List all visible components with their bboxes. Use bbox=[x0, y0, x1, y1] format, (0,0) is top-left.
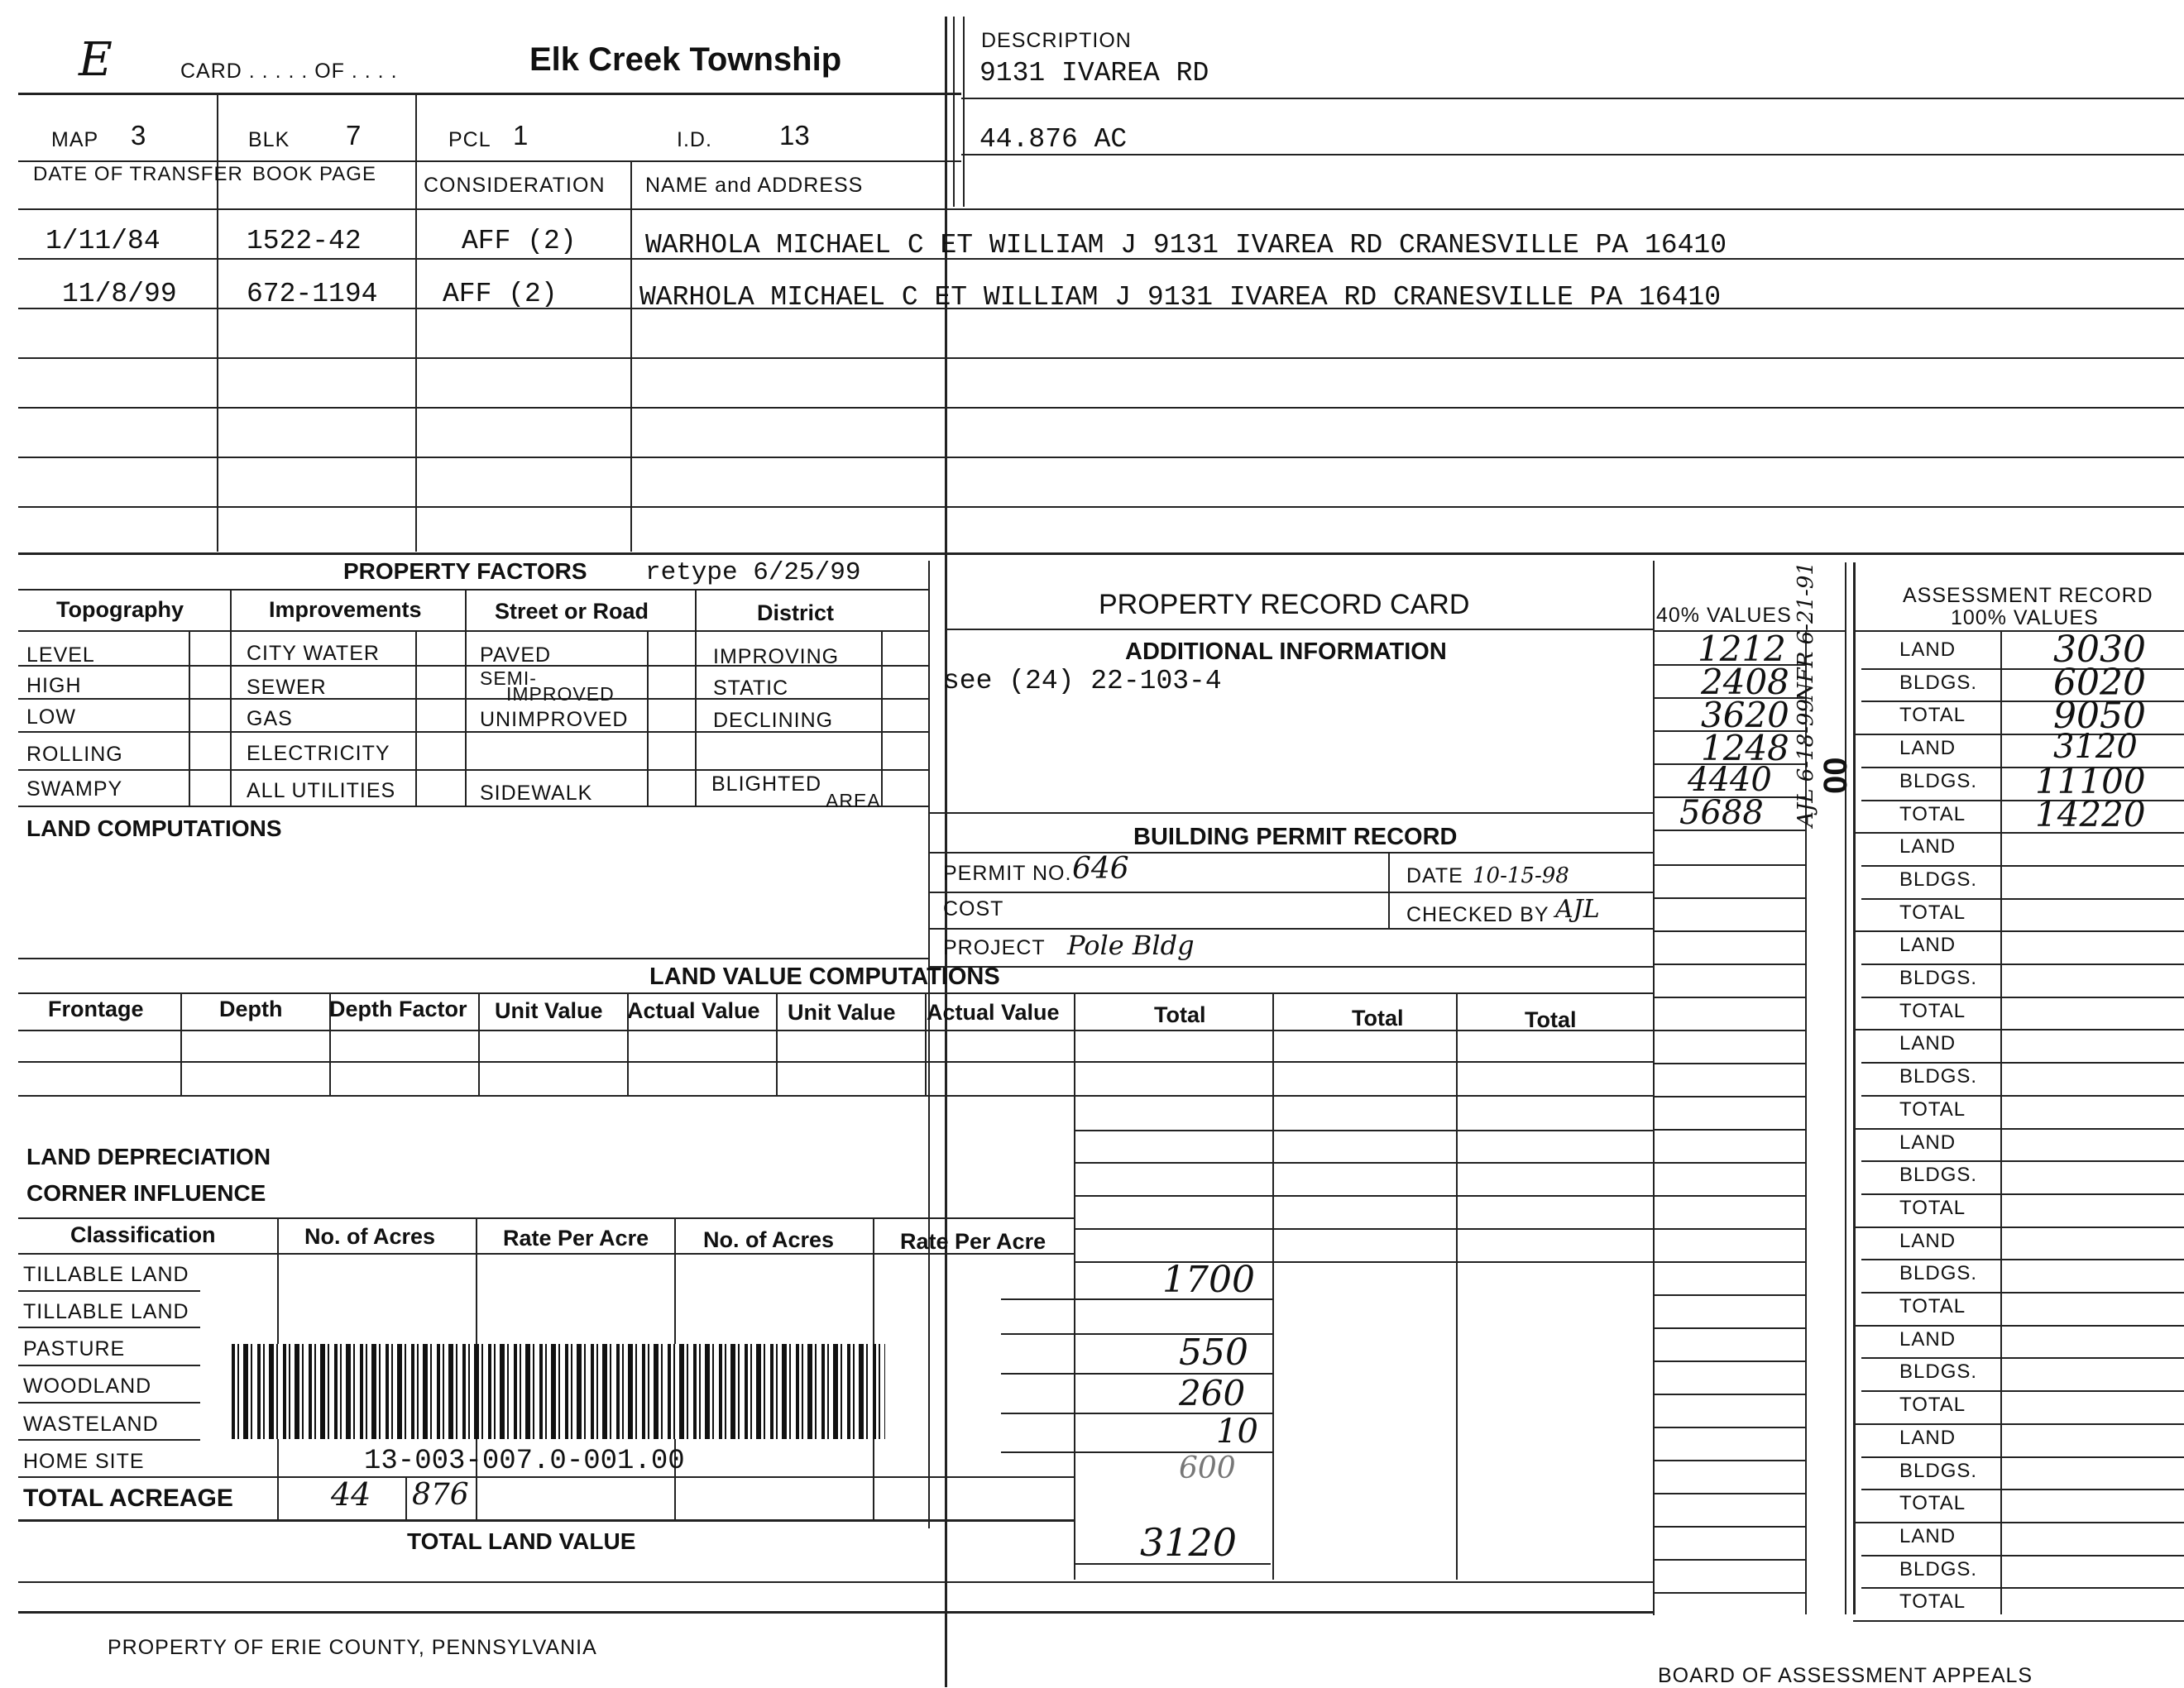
street-improved: IMPROVED bbox=[506, 683, 615, 705]
lv-header-depth: Depth bbox=[219, 997, 283, 1021]
rule bbox=[1861, 1095, 2184, 1097]
rule bbox=[1853, 562, 1856, 1614]
rule bbox=[627, 992, 629, 1095]
assessment-row-label: TOTAL bbox=[1899, 1197, 1966, 1219]
assessment-land-1: 3030 bbox=[2053, 629, 2146, 671]
rule bbox=[1653, 1294, 1805, 1296]
rule bbox=[1653, 1327, 1805, 1329]
rule bbox=[1074, 1563, 1271, 1565]
rule bbox=[953, 17, 955, 207]
lv-header-total-1: Total bbox=[1154, 1002, 1206, 1027]
rule bbox=[695, 589, 697, 806]
district-declining: DECLINING bbox=[713, 709, 834, 732]
rule bbox=[1653, 763, 1805, 765]
header-topography: Topography bbox=[56, 597, 184, 622]
total-acreage-label: TOTAL ACREAGE bbox=[23, 1485, 233, 1512]
land-computations-label: LAND COMPUTATIONS bbox=[26, 815, 282, 841]
description-label: DESCRIPTION bbox=[981, 29, 1132, 52]
assessment-row-label: TOTAL bbox=[1899, 1394, 1966, 1416]
rule bbox=[1272, 992, 1274, 1580]
assessment-row-label: BLDGS. bbox=[1899, 1065, 1978, 1088]
rule bbox=[18, 769, 928, 771]
additional-info-label: ADDITIONAL INFORMATION bbox=[1125, 638, 1447, 665]
rule bbox=[415, 93, 417, 552]
pcl-value: 1 bbox=[513, 120, 529, 151]
barcode-number: 13-003-007.0-001.00 bbox=[364, 1446, 685, 1477]
rule bbox=[465, 589, 467, 806]
assessment-row-label: BLDGS. bbox=[1899, 672, 1978, 694]
transfer-book: 1522-42 bbox=[247, 226, 362, 256]
rule bbox=[189, 630, 190, 806]
street-unimproved: UNIMPROVED bbox=[480, 708, 629, 731]
rule bbox=[18, 1365, 200, 1366]
assessment-row-label: BLDGS. bbox=[1899, 1360, 1978, 1383]
rule bbox=[1653, 1063, 1805, 1064]
id-label: I.D. bbox=[677, 128, 712, 151]
rule bbox=[1074, 1162, 1653, 1164]
topography-level: LEVEL bbox=[26, 643, 95, 667]
topography-high: HIGH bbox=[26, 674, 82, 697]
rule bbox=[945, 629, 1653, 630]
class-home-site: HOME SITE bbox=[23, 1450, 145, 1473]
rule bbox=[1653, 1526, 1805, 1528]
header-improvements: Improvements bbox=[269, 597, 422, 622]
blk-value: 7 bbox=[346, 120, 362, 151]
assessment-row-label: TOTAL bbox=[1899, 1098, 1966, 1121]
rule bbox=[1861, 865, 2184, 867]
assessment-row-label: TOTAL bbox=[1899, 1295, 1966, 1317]
total-land-value-label: TOTAL LAND VALUE bbox=[407, 1528, 636, 1554]
project-value: Pole Bldg bbox=[1067, 930, 1195, 961]
values40-marker: 00 bbox=[1818, 757, 1854, 794]
rule bbox=[18, 630, 928, 632]
value40-1: 1212 bbox=[1698, 629, 1786, 669]
rule bbox=[18, 1402, 200, 1403]
rule bbox=[1853, 1128, 2184, 1130]
rule bbox=[1653, 1394, 1805, 1395]
assessment-row-label: LAND bbox=[1899, 835, 1956, 858]
rule bbox=[961, 154, 2184, 155]
land-depreciation-label: LAND DEPRECIATION bbox=[26, 1144, 271, 1169]
rule bbox=[1653, 1030, 1805, 1031]
rule bbox=[18, 457, 2184, 458]
rule bbox=[18, 1095, 1653, 1097]
header-book-page: BOOK PAGE bbox=[252, 163, 376, 185]
assessment-total-1: 9050 bbox=[2053, 695, 2146, 737]
rule bbox=[961, 98, 2184, 99]
lv-header-frontage: Frontage bbox=[48, 997, 144, 1021]
district-static: STATIC bbox=[713, 677, 789, 700]
lv-header-actual-value: Actual Value bbox=[627, 998, 760, 1023]
rule bbox=[1653, 1592, 1805, 1594]
rule bbox=[415, 630, 417, 806]
rule bbox=[18, 506, 2184, 508]
additional-info-value: see (24) 22-103-4 bbox=[943, 666, 1222, 696]
total-acreage-dec: 876 bbox=[412, 1478, 469, 1512]
rule bbox=[1653, 1261, 1805, 1263]
rule bbox=[18, 1439, 200, 1441]
rule bbox=[217, 93, 218, 552]
assessment-row-label: TOTAL bbox=[1899, 1000, 1966, 1022]
permit-no-label: PERMIT NO. bbox=[943, 862, 1072, 885]
assessment-row-label: LAND bbox=[1899, 1131, 1956, 1154]
rule bbox=[1861, 1555, 2184, 1556]
rule bbox=[1861, 1292, 2184, 1293]
rule bbox=[180, 992, 182, 1095]
rule bbox=[18, 698, 928, 700]
assessment-total-2: 14220 bbox=[2035, 794, 2146, 834]
property-record-card-title: PROPERTY RECORD CARD bbox=[1099, 589, 1470, 620]
assessment-row-label: TOTAL bbox=[1899, 704, 1966, 726]
project-label: PROJECT bbox=[943, 936, 1046, 959]
rule bbox=[928, 892, 1653, 893]
improvement-all-utilities: ALL UTILITIES bbox=[247, 779, 396, 802]
rule bbox=[18, 1611, 1653, 1614]
rule bbox=[1653, 1559, 1805, 1561]
rule bbox=[1388, 852, 1390, 928]
class-tillable-land-2: TILLABLE LAND bbox=[23, 1300, 189, 1323]
permit-date-label: DATE bbox=[1406, 864, 1463, 887]
assessment-row-label: LAND bbox=[1899, 1427, 1956, 1449]
values40-title: 40% VALUES bbox=[1656, 604, 1792, 627]
barcode bbox=[232, 1344, 885, 1439]
value40-2: 2408 bbox=[1701, 662, 1789, 702]
lv-header-actual-value-2: Actual Value bbox=[927, 1000, 1060, 1025]
header-date-of-transfer: DATE OF TRANSFER bbox=[33, 163, 243, 185]
assessment-bldgs-1: 6020 bbox=[2053, 662, 2146, 704]
rule bbox=[1653, 1162, 1805, 1164]
rule bbox=[230, 589, 232, 806]
total-woodland: 260 bbox=[1179, 1373, 1246, 1413]
rule bbox=[1853, 1227, 2184, 1228]
assessment-row-label: BLDGS. bbox=[1899, 1460, 1978, 1482]
rule bbox=[1456, 992, 1458, 1580]
rule bbox=[1861, 1357, 2184, 1359]
rule bbox=[1853, 1029, 2184, 1030]
header-district: District bbox=[757, 600, 835, 625]
card-mark: E bbox=[79, 33, 113, 87]
rule bbox=[925, 992, 927, 1095]
rule bbox=[928, 928, 1653, 930]
topography-swampy: SWAMPY bbox=[26, 777, 123, 801]
rule bbox=[963, 17, 965, 207]
pcl-label: PCL bbox=[448, 128, 491, 151]
rule bbox=[928, 966, 1653, 968]
rule bbox=[18, 93, 961, 95]
class-header-rate-1: Rate Per Acre bbox=[503, 1226, 649, 1250]
map-value: 3 bbox=[131, 120, 146, 151]
total-home-site: 600 bbox=[1179, 1451, 1236, 1485]
values40-note-2: AJL 6-18-99 bbox=[1794, 698, 1818, 827]
rule bbox=[1653, 664, 1805, 666]
header-name-address: NAME and ADDRESS bbox=[645, 174, 864, 197]
transfer-date: 11/8/99 bbox=[62, 279, 177, 309]
assessment-row-label: BLDGS. bbox=[1899, 1164, 1978, 1186]
rule bbox=[1653, 1096, 1805, 1097]
lv-header-unit-value: Unit Value bbox=[495, 998, 603, 1023]
rule bbox=[1861, 898, 2184, 900]
rule bbox=[928, 561, 930, 1528]
rule bbox=[928, 812, 1653, 814]
total-wasteland: 10 bbox=[1216, 1413, 1258, 1451]
district-blighted: BLIGHTED bbox=[711, 772, 822, 796]
rule bbox=[1074, 992, 1075, 1580]
rule bbox=[1074, 1261, 1653, 1263]
rule bbox=[18, 1217, 1074, 1219]
rule bbox=[18, 1290, 200, 1292]
township-title: Elk Creek Township bbox=[529, 41, 842, 78]
values40-note-1: NFR 6-21-91 bbox=[1794, 562, 1818, 701]
header-street-road: Street or Road bbox=[495, 599, 649, 624]
rule bbox=[18, 357, 2184, 359]
lv-header-unit-value-2: Unit Value bbox=[788, 1000, 896, 1025]
rule bbox=[18, 208, 2184, 210]
assessment-row-label: BLDGS. bbox=[1899, 868, 1978, 891]
rule bbox=[1653, 796, 1805, 798]
permit-no-value: 646 bbox=[1072, 852, 1129, 886]
assessment-row-label: LAND bbox=[1899, 934, 1956, 956]
class-header-acres-2: No. of Acres bbox=[703, 1227, 835, 1252]
assessment-row-label: LAND bbox=[1899, 1525, 1956, 1547]
rule bbox=[1074, 1228, 1653, 1230]
transfer-date: 1/11/84 bbox=[46, 226, 160, 256]
assessment-row-label: BLDGS. bbox=[1899, 1262, 1978, 1284]
street-sidewalk: SIDEWALK bbox=[480, 782, 593, 805]
rule bbox=[1853, 930, 2184, 932]
rule bbox=[1853, 1522, 2184, 1523]
rule bbox=[1653, 1360, 1805, 1362]
rule bbox=[18, 589, 928, 591]
rule bbox=[1861, 1390, 2184, 1392]
assessment-row-label: BLDGS. bbox=[1899, 770, 1978, 792]
blk-label: BLK bbox=[248, 128, 290, 151]
rule bbox=[1861, 997, 2184, 998]
total-tillable-1: 1700 bbox=[1162, 1259, 1255, 1301]
total-pasture: 550 bbox=[1179, 1332, 1248, 1374]
rule bbox=[18, 806, 928, 807]
rule bbox=[18, 1061, 1653, 1063]
property-factors-title: PROPERTY FACTORS bbox=[343, 558, 587, 584]
rule bbox=[1653, 930, 1805, 932]
rule bbox=[1653, 561, 1655, 1615]
footer-left: PROPERTY OF ERIE COUNTY, PENNSYLVANIA bbox=[108, 1636, 597, 1659]
rule bbox=[1653, 830, 1805, 831]
rule bbox=[630, 160, 632, 552]
topography-low: LOW bbox=[26, 705, 76, 729]
rule bbox=[18, 1581, 1653, 1583]
rule bbox=[776, 992, 778, 1095]
lv-header-total-3: Total bbox=[1525, 1007, 1577, 1032]
assessment-row-label: TOTAL bbox=[1899, 901, 1966, 924]
assessment-row-label: BLDGS. bbox=[1899, 967, 1978, 989]
assessment-bldgs-2: 11100 bbox=[2035, 761, 2146, 801]
rule bbox=[1861, 1456, 2184, 1458]
assessment-row-label: LAND bbox=[1899, 1230, 1956, 1252]
class-header-rate-2: Rate Per Acre bbox=[900, 1229, 1046, 1254]
topography-rolling: ROLLING bbox=[26, 743, 123, 766]
rule bbox=[1861, 964, 2184, 965]
map-label: MAP bbox=[51, 128, 99, 151]
rule bbox=[1861, 1489, 2184, 1490]
value40-4: 1248 bbox=[1701, 728, 1789, 768]
rule bbox=[2000, 630, 2002, 1614]
rule bbox=[1653, 1129, 1805, 1131]
checked-by-value: AJL bbox=[1555, 895, 1600, 924]
class-header-acres-1: No. of Acres bbox=[304, 1224, 436, 1249]
rule bbox=[18, 1519, 1074, 1522]
lv-header-depth-factor: Depth Factor bbox=[329, 997, 467, 1021]
class-woodland: WOODLAND bbox=[23, 1375, 152, 1398]
total-land-value: 3120 bbox=[1140, 1520, 1238, 1565]
district-improving: IMPROVING bbox=[713, 645, 840, 668]
rule bbox=[1853, 1325, 2184, 1327]
rule bbox=[329, 992, 331, 1095]
land-value-computations-title: LAND VALUE COMPUTATIONS bbox=[649, 964, 1000, 990]
class-wasteland: WASTELAND bbox=[23, 1413, 159, 1436]
rule bbox=[881, 630, 883, 806]
district-area: AREA bbox=[826, 790, 881, 811]
assessment-row-label: BLDGS. bbox=[1899, 1558, 1978, 1580]
rule bbox=[1853, 1423, 2184, 1425]
header-consideration: CONSIDERATION bbox=[424, 174, 606, 197]
rule bbox=[1653, 864, 1805, 866]
rule bbox=[18, 160, 961, 162]
class-tillable-land-1: TILLABLE LAND bbox=[23, 1263, 189, 1286]
rule bbox=[1853, 1620, 2184, 1622]
total-acreage-int: 44 bbox=[331, 1476, 371, 1513]
rule bbox=[1653, 1228, 1805, 1230]
rule bbox=[1653, 1460, 1805, 1461]
rule bbox=[478, 992, 480, 1095]
transfer-consideration: AFF (2) bbox=[443, 279, 558, 309]
rule bbox=[647, 630, 649, 806]
card-of-label: CARD . . . . . OF . . . . bbox=[180, 60, 398, 83]
property-acreage: 44.876 AC bbox=[979, 124, 1128, 155]
value40-6: 5688 bbox=[1679, 794, 1764, 832]
rule bbox=[405, 1476, 407, 1519]
rule bbox=[1074, 1195, 1653, 1197]
rule bbox=[1653, 964, 1805, 965]
assessment-row-label: TOTAL bbox=[1899, 1590, 1966, 1613]
assessment-land-2: 3120 bbox=[2053, 728, 2138, 766]
footer-right: BOARD OF ASSESSMENT APPEALS bbox=[1658, 1664, 2033, 1687]
rule bbox=[1861, 1193, 2184, 1195]
transfer-book: 672-1194 bbox=[247, 279, 378, 309]
rule bbox=[18, 958, 928, 959]
transfer-name-address: WARHOLA MICHAEL C ET WILLIAM J 9131 IVAREA RD CRANESVILLE PA 16410 bbox=[639, 282, 1722, 313]
class-header-classification: Classification bbox=[70, 1222, 216, 1247]
rule bbox=[1653, 1427, 1805, 1428]
transfer-name-address: WARHOLA MICHAEL C ET WILLIAM J 9131 IVAREA RD CRANESVILLE PA 16410 bbox=[645, 230, 1727, 261]
rule bbox=[1861, 1062, 2184, 1064]
id-value: 13 bbox=[779, 120, 810, 151]
improvement-city-water: CITY WATER bbox=[247, 642, 380, 665]
assessment-row-label: TOTAL bbox=[1899, 1492, 1966, 1514]
transfer-consideration: AFF (2) bbox=[462, 226, 577, 256]
value40-5: 4440 bbox=[1688, 761, 1772, 799]
rule bbox=[1653, 897, 1805, 899]
rule bbox=[1861, 1160, 2184, 1162]
assessment-row-label: LAND bbox=[1899, 1032, 1956, 1054]
rule bbox=[1861, 1587, 2184, 1589]
rule bbox=[1653, 697, 1805, 699]
rule bbox=[928, 852, 1653, 854]
rule bbox=[1653, 1195, 1805, 1197]
property-address: 9131 IVAREA RD bbox=[979, 58, 1209, 88]
improvement-sewer: SEWER bbox=[247, 676, 327, 699]
rule bbox=[18, 992, 1653, 994]
street-paved: PAVED bbox=[480, 643, 552, 667]
rule bbox=[1653, 1493, 1805, 1494]
assessment-row-label: LAND bbox=[1899, 1328, 1956, 1351]
improvement-electricity: ELECTRICITY bbox=[247, 742, 390, 765]
permit-cost-label: COST bbox=[943, 897, 1004, 921]
permit-date-value: 10-15-98 bbox=[1473, 863, 1569, 888]
rule bbox=[1074, 1130, 1653, 1131]
assessment-title: ASSESSMENT RECORD bbox=[1903, 584, 2153, 607]
street-semi: SEMI- bbox=[480, 667, 537, 689]
building-permit-title: BUILDING PERMIT RECORD bbox=[1133, 824, 1458, 850]
assessment-subtitle: 100% VALUES bbox=[1951, 606, 2099, 629]
assessment-row-label: LAND bbox=[1899, 737, 1956, 759]
rule bbox=[1845, 562, 1846, 1614]
retype-note: retype 6/25/99 bbox=[645, 558, 861, 587]
assessment-row-label: LAND bbox=[1899, 638, 1956, 661]
rule bbox=[1653, 997, 1805, 998]
rule bbox=[18, 552, 2184, 555]
rule bbox=[1653, 730, 1805, 732]
value40-3: 3620 bbox=[1701, 695, 1789, 735]
rule bbox=[1861, 1259, 2184, 1260]
assessment-row-label: TOTAL bbox=[1899, 803, 1966, 825]
checked-by-label: CHECKED BY bbox=[1406, 903, 1549, 926]
rule bbox=[18, 407, 2184, 409]
lv-header-total-2: Total bbox=[1352, 1006, 1404, 1030]
class-pasture: PASTURE bbox=[23, 1337, 126, 1360]
corner-influence-label: CORNER INFLUENCE bbox=[26, 1180, 266, 1206]
rule bbox=[18, 1030, 1653, 1031]
rule bbox=[18, 1327, 200, 1328]
improvement-gas: GAS bbox=[247, 707, 293, 730]
